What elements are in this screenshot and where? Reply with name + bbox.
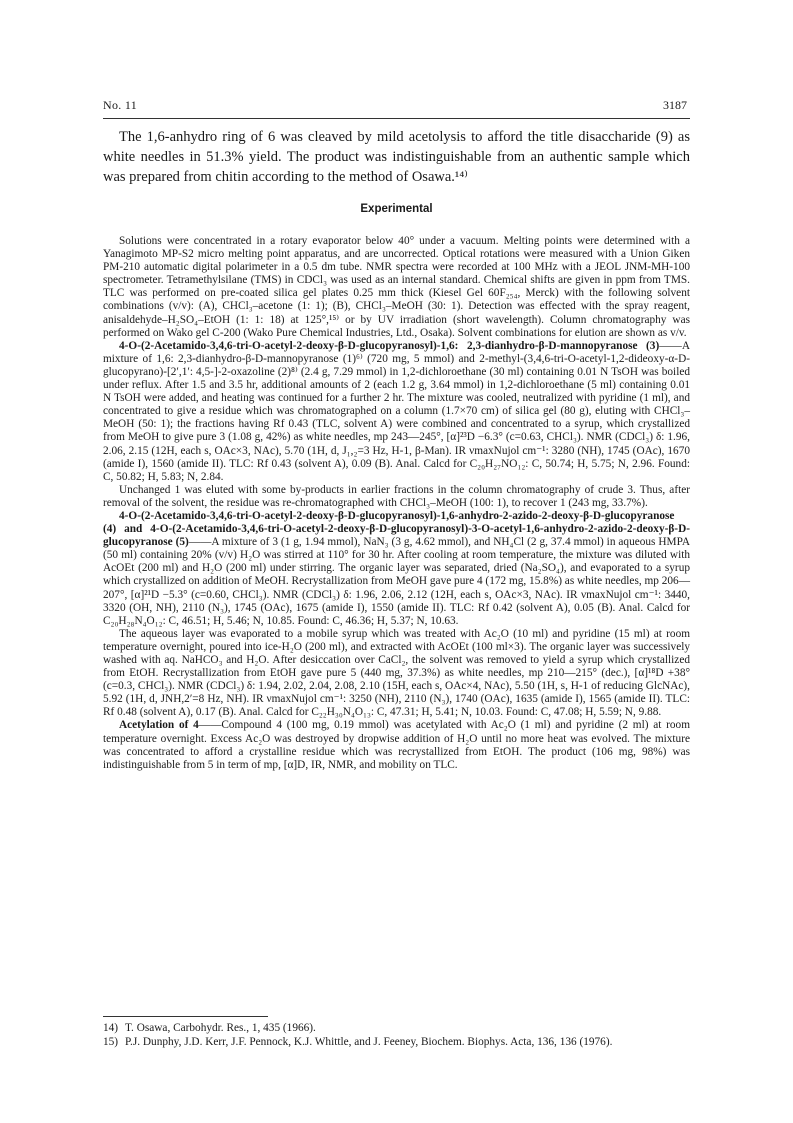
footnote-number: 14) bbox=[103, 1022, 119, 1034]
page-number: 3187 bbox=[663, 98, 687, 112]
paragraph bbox=[103, 628, 690, 720]
paragraph bbox=[103, 340, 690, 484]
paragraph-text: ——Compound 4 (100 mg, 0.19 mmol) was acetylated with Ac₂O (1 ml) and pyridine (2 ml) at room temperature overnight. Excess Ac₂O was destroyed by dropwise addition of H₂O until no more heat was evolved. The mixture was concentrated to afford a crystalline residue which was recrystallized from EtOH. The product (106 mg, 98%) was indistinguishable from 5 in term of mp, [α]D, IR, NMR, and mobility on TLC. bbox=[103, 719, 690, 771]
footnote-text: P.J. Dunphy, J.D. Kerr, J.F. Pennock, K.J. Whittle, and J. Feeney, Biochem. Biophys. Acta, 136, 136 (1976). bbox=[125, 1035, 613, 1048]
paragraph-text: The aqueous layer was evaporated to a mobile syrup which was treated with Ac₂O (10 ml) and pyridine (15 ml) at room temperature overnight, poured into ice-H₂O (200 ml), and extracted with AcOEt (100 ml×3). The organic layer was successively washed with aq. NaHCO₃ and H₂O. After desiccation over CaCl₂, the solvent was removed to yield a syrup which crystallized from EtOH. Recrystallization from EtOH gave pure 5 (440 mg, 37.3%) as white needles, mp 210—215° (dec.), [α]¹⁸D +38° (c=0.3, CHCl₃). NMR (CDCl₃) δ: 1.94, 2.02, 2.04, 2.08, 2.10 (15H, each s, OAc×4, NAc), 5.50 (1H, s, H-1 of reducing GlcNAc), 5.92 (1H, d, JNH,2′=8 Hz, NH). IR νmaxNujol cm⁻¹: 3250 (NH), 2110 (N₃), 1740 (OAc), 1635 (amide I), 1565 (amide II). TLC: Rf 0.48 (solvent A), 0.17 (B). Anal. Calcd for C₂₂H₃₀N₄O₁₃: C, 47.31; H, 5.41; N, 10.03. Found: C, 47.08; H, 5.59; N, 9.88. bbox=[103, 627, 690, 719]
paragraph-text: ——A mixture of 1,6: 2,3-dianhydro-β-D-mannopyranose (1)⁶⁾ (720 mg, 5 mmol) and 2-methyl-(3,4,6-tri-O-acetyl-1,2-dideoxy-α-D-glucopyrano)-[2′,1′: 4,5-]-2-oxazoline (2)⁸⁾ (2.4 g, 7.29 mmol) in 1,2-dichloroethane (30 ml) containing 0.01 N TsOH was boiled under reflux. After 1.5 and 3.5 hr, additional amounts of 2 (each 1.2 g, 3.64 mmol) in 1,2-dichloroethane (5 ml) containing 0.01 N TsOH were added, and heating was continued for a further 2 hr. The mixture was cooled, neutralized with pyridine (1 ml), and concentrated to give a residue which was chromatographed on a column (1.7×70 cm) of silica gel (80 g), eluting with CHCl₃–MeOH (50: 1); the fractions having Rf 0.43 (TLC, solvent A) were combined and concentrated to a syrup, which crystallized from MeOH to give pure 3 (1.08 g, 42%) as white needles, mp 243—245°, [α]²³D −6.3° (c=0.63, CHCl₃). NMR (CDCl₃) δ: 1.96, 2.06, 2.15 (12H, each s, OAc×3, NAc), 5.70 (1H, d, J₁,₂=3 Hz, H-1, β-Man). IR νmaxNujol cm⁻¹: 3280 (NH), 1745 (OAc), 1670 (amide I), 1560 (amide II). TLC: Rf 0.43 (solvent A), 0.09 (B). Anal. Calcd for C₂₀H₂₇NO₁₂: C, 50.74; H, 5.75; N, 2.96. Found: C, 50.82; H, 5.83; N, 2.84. bbox=[103, 339, 690, 483]
journal-issue-number: No. 11 bbox=[103, 98, 138, 112]
intro-text: The 1,6-anhydro ring of 6 was cleaved by mild acetolysis to afford the title disaccharide (9) as white needles in 51.3% yield. The product was indistinguishable from an authentic sample which was prepared from chitin according to the method of Osawa.¹⁴⁾ bbox=[103, 129, 690, 185]
header-rule bbox=[103, 118, 690, 119]
paragraph bbox=[103, 235, 690, 340]
paragraph-text: Unchanged 1 was eluted with some by-products in earlier fractions in the column chromatography of crude 3. Thus, after removal of the solvent, the residue was re-chromatographed with CHCl₃–MeOH (100: 1), to recover 1 (243 mg, 33.7%). bbox=[103, 483, 690, 509]
footnote-text: T. Osawa, Carbohydr. Res., 1, 435 (1966). bbox=[125, 1022, 316, 1034]
footnotes bbox=[103, 1022, 690, 1049]
footnote bbox=[103, 1022, 690, 1036]
paragraph-heading: 4-O-(2-Acetamido-3,4,6-tri-O-acetyl-2-deoxy-β-D-glucopyranosyl)-1,6: 2,3-dianhydro-β-D-mannopyranose (3) bbox=[119, 339, 660, 352]
footnote-rule bbox=[103, 1016, 268, 1017]
paragraph bbox=[103, 719, 690, 771]
paragraph bbox=[103, 510, 690, 628]
paragraph-heading: 4-O-(2-Acetamido-3,4,6-tri-O-acetyl-2-deoxy-β-D-glucopyranosyl)-1,6-anhydro-2-azido-2-deoxy-β-D-glucopyranose (4) and 4-O-(2-Acetamido-3,4,6-tri-O-acetyl-2-deoxy-β-D-glucopyranosyl)-3-O-acetyl-1,6-anhydro-2-azido-2-deoxy-β-D-glucopyranose (5) bbox=[103, 509, 690, 549]
paragraph-text: Solutions were concentrated in a rotary evaporator below 40° under a vacuum. Melting points were determined with a Yanagimoto MP-S2 micro melting point apparatus, and are uncorrected. Optical rotations were measured with a Union Giken PM-210 automatic digital polarimeter in a 0.5 dm tube. NMR spectra were recorded at 100 MHz with a JEOL JNM-MH-100 spectrometer. Tetramethylsilane (TMS) in CDCl₃ was used as an internal standard. Chemical shifts are given in ppm from TMS. TLC was performed on pre-coated silica gel plates 0.25 mm thick (Kiesel Gel 60F₂₅₄, Merck) with the following solvent combinations (v/v): (A), CHCl₃–acetone (1: 1); (B), CHCl₃–MeOH (30: 1). Detection was effected with the spray reagent, anisaldehyde–H₂SO₄–EtOH (1: 1: 18) at 125°,¹⁵⁾ or by UV irradiation (short wavelength). Column chromatography was performed on Wako gel C-200 (Wako Pure Chemical Industries, Ltd., Osaka). Solvent combinations for elution are shown as v/v. bbox=[103, 235, 690, 339]
footnote bbox=[103, 1036, 690, 1050]
paragraph bbox=[103, 484, 690, 510]
paragraph-heading: Acetylation of 4 bbox=[119, 719, 199, 732]
paragraph-text: ——A mixture of 3 (1 g, 1.94 mmol), NaN₃ (3 g, 4.62 mmol), and NH₄Cl (2 g, 37.4 mmol) in aqueous HMPA (50 ml) containing 20% (v/v) H₂O was stirred at 110° for 30 hr. After cooling at room temperature, the mixture was diluted with AcOEt (200 ml) and H₂O (200 ml) under stirring. The organic layer was separated, dried (Na₂SO₄), and evaporated to a syrup which crystallized on addition of MeOH. Recrystallization from MeOH gave pure 4 (172 mg, 15.8%) as white needles, mp 206—207°, [α]²¹D −5.3° (c=0.60, CHCl₃). NMR (CDCl₃) δ: 1.96, 2.06, 2.12 (12H, each s, OAc×3, NAc). IR νmaxNujol cm⁻¹: 3440, 3320 (OH, NH), 2110 (N₃), 1745 (OAc), 1675 (amide I), 1550 (amide II). TLC: Rf 0.42 (solvent A), 0.05 (B). Anal. Calcd for C₂₀H₂₈N₄O₁₂: C, 46.51; H, 5.46; N, 10.85. Found: C, 46.36; H, 5.37; N, 10.63. bbox=[103, 536, 690, 627]
section-title: Experimental bbox=[360, 203, 433, 215]
intro-paragraph bbox=[103, 127, 690, 187]
experimental-body bbox=[103, 235, 690, 772]
footnote-number: 15) bbox=[103, 1035, 119, 1048]
